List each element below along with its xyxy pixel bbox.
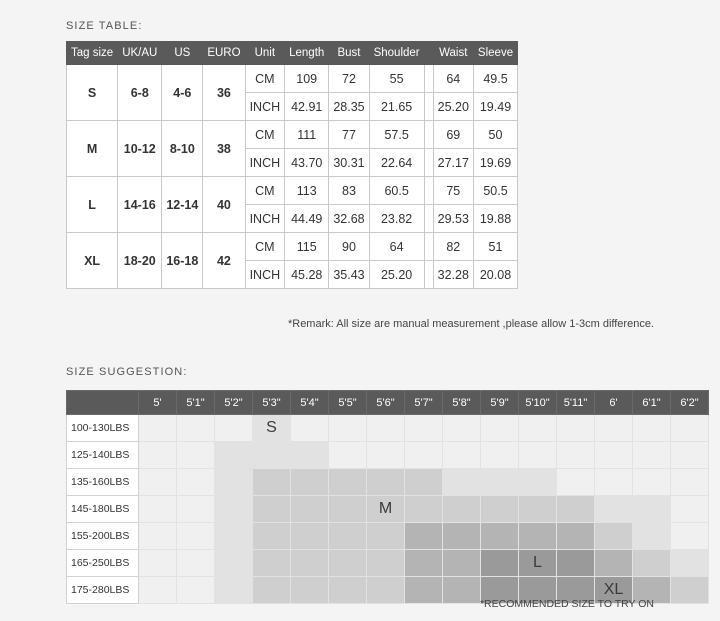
cell-length: 113 (285, 177, 329, 205)
suggestion-height-header: 5'8" (443, 391, 481, 415)
suggestion-cell (139, 550, 177, 577)
suggestion-cell (215, 523, 253, 550)
size-table (66, 41, 518, 289)
suggestion-cell (595, 442, 633, 469)
cell-shoulder: 22.64 (369, 149, 424, 177)
cell-uk-au: 6-8 (118, 65, 162, 121)
suggestion-cell (405, 550, 443, 577)
suggestion-cell (139, 496, 177, 523)
cell-euro: 40 (203, 177, 245, 233)
cell-tag-size: S (67, 65, 118, 121)
suggestion-row (67, 415, 709, 442)
col-shoulder: Shoulder (369, 42, 424, 65)
size-table-container (66, 41, 518, 289)
table-row (67, 65, 518, 93)
cell-shoulder: 23.82 (369, 205, 424, 233)
suggestion-cell (595, 550, 633, 577)
suggestion-cell (329, 442, 367, 469)
suggestion-cell (405, 469, 443, 496)
suggestion-cell (215, 577, 253, 604)
suggestion-cell (557, 550, 595, 577)
suggestion-cell (519, 496, 557, 523)
suggestion-cell (595, 523, 633, 550)
size-suggestion-container (66, 390, 709, 604)
suggestion-cell (481, 523, 519, 550)
suggestion-cell (633, 442, 671, 469)
table-row (67, 121, 518, 149)
suggestion-cell (253, 523, 291, 550)
suggestion-cell (443, 496, 481, 523)
cell-bust: 90 (329, 233, 369, 261)
suggestion-cell (443, 415, 481, 442)
cell-length: 45.28 (285, 261, 329, 289)
cell-waist: 82 (433, 233, 473, 261)
suggestion-cell (633, 415, 671, 442)
suggestion-cell (253, 577, 291, 604)
cell-waist: 69 (433, 121, 473, 149)
cell-blank (424, 261, 433, 289)
suggestion-cell (291, 415, 329, 442)
suggestion-cell (215, 496, 253, 523)
suggestion-cell (367, 577, 405, 604)
cell-us: 16-18 (162, 233, 203, 289)
cell-waist: 32.28 (433, 261, 473, 289)
table-row (67, 177, 518, 205)
table-row (67, 233, 518, 261)
suggestion-header-row (67, 391, 709, 415)
suggestion-cell (671, 577, 709, 604)
cell-shoulder: 57.5 (369, 121, 424, 149)
suggestion-cell (405, 577, 443, 604)
cell-sleeve: 19.88 (473, 205, 517, 233)
cell-length: 42.91 (285, 93, 329, 121)
cell-blank (424, 93, 433, 121)
suggestion-size-label: M (378, 500, 393, 517)
cell-tag-size: XL (67, 233, 118, 289)
col-us: US (162, 42, 203, 65)
cell-sleeve: 20.08 (473, 261, 517, 289)
suggestion-cell (443, 523, 481, 550)
suggestion-height-header: 5'7" (405, 391, 443, 415)
suggestion-row (67, 523, 709, 550)
cell-length: 109 (285, 65, 329, 93)
suggestion-cell (367, 469, 405, 496)
suggestion-row (67, 442, 709, 469)
col-sleeve: Sleeve (473, 42, 517, 65)
size-suggestion-table (66, 390, 709, 604)
suggestion-cell (329, 550, 367, 577)
suggestion-cell (671, 415, 709, 442)
suggestion-height-header: 6'2" (671, 391, 709, 415)
suggestion-cell (671, 496, 709, 523)
suggestion-cell (139, 415, 177, 442)
suggestion-cell (177, 415, 215, 442)
size-table-header (67, 42, 518, 65)
suggestion-height-header: 5'2" (215, 391, 253, 415)
size-table-remark: *Remark: All size are manual measurement ,please allow 1-3cm difference. (287, 318, 654, 330)
suggestion-height-header: 5'4" (291, 391, 329, 415)
suggestion-cell (253, 496, 291, 523)
suggestion-cell (595, 415, 633, 442)
cell-us: 8-10 (162, 121, 203, 177)
col-length: Length (285, 42, 329, 65)
suggestion-cell (481, 442, 519, 469)
cell-blank (424, 121, 433, 149)
size-table-heading: SIZE TABLE: (66, 20, 143, 32)
suggestion-weight-header: 125-140LBS (67, 442, 139, 469)
suggestion-cell (633, 496, 671, 523)
suggestion-cell (177, 496, 215, 523)
cell-euro: 36 (203, 65, 245, 121)
col-waist: Waist (433, 42, 473, 65)
suggestion-cell (367, 523, 405, 550)
col-blank (424, 42, 433, 65)
suggestion-cell (671, 442, 709, 469)
suggestion-cell (291, 442, 329, 469)
cell-tag-size: M (67, 121, 118, 177)
suggestion-height-header: 5' (139, 391, 177, 415)
suggestion-row (67, 496, 709, 523)
cell-length: 44.49 (285, 205, 329, 233)
size-table-header-row (67, 42, 518, 65)
suggestion-cell (443, 469, 481, 496)
suggestion-cell (215, 550, 253, 577)
cell-bust: 83 (329, 177, 369, 205)
suggestion-cell (671, 469, 709, 496)
cell-shoulder: 25.20 (369, 261, 424, 289)
suggestion-height-header: 5'10" (519, 391, 557, 415)
cell-unit: CM (245, 233, 285, 261)
suggestion-cell (481, 469, 519, 496)
cell-uk-au: 10-12 (118, 121, 162, 177)
suggestion-cell (481, 415, 519, 442)
suggestion-weight-header: 165-250LBS (67, 550, 139, 577)
suggestion-size-label: S (266, 419, 277, 436)
suggestion-cell (557, 469, 595, 496)
suggestion-cell (291, 577, 329, 604)
cell-shoulder: 55 (369, 65, 424, 93)
suggestion-cell (253, 550, 291, 577)
suggestion-cell (367, 415, 405, 442)
cell-bust: 28.35 (329, 93, 369, 121)
cell-blank (424, 65, 433, 93)
cell-waist: 27.17 (433, 149, 473, 177)
suggestion-cell (671, 523, 709, 550)
suggestion-cell (443, 442, 481, 469)
suggestion-cell (291, 523, 329, 550)
suggestion-cell (405, 496, 443, 523)
cell-unit: INCH (245, 261, 285, 289)
suggestion-cell (139, 523, 177, 550)
cell-sleeve: 50.5 (473, 177, 517, 205)
suggestion-height-header: 5'1" (177, 391, 215, 415)
cell-unit: INCH (245, 93, 285, 121)
suggestion-cell (595, 496, 633, 523)
suggestion-cell (253, 469, 291, 496)
suggestion-cell (633, 550, 671, 577)
suggestion-cell (177, 442, 215, 469)
suggestion-cell (443, 577, 481, 604)
col-uk-au: UK/AU (118, 42, 162, 65)
suggestion-row (67, 469, 709, 496)
suggestion-height-header: 5'5" (329, 391, 367, 415)
cell-shoulder: 64 (369, 233, 424, 261)
suggestion-cell (481, 550, 519, 577)
suggestion-cell (519, 523, 557, 550)
suggestion-cell (367, 496, 405, 523)
cell-euro: 42 (203, 233, 245, 289)
cell-uk-au: 14-16 (118, 177, 162, 233)
cell-unit: INCH (245, 205, 285, 233)
suggestion-cell (671, 550, 709, 577)
cell-unit: INCH (245, 149, 285, 177)
suggestion-cell (291, 550, 329, 577)
cell-blank (424, 149, 433, 177)
suggestion-cell (481, 496, 519, 523)
suggestion-cell (519, 469, 557, 496)
cell-unit: CM (245, 65, 285, 93)
suggestion-cell (177, 550, 215, 577)
suggestion-height-header: 5'6" (367, 391, 405, 415)
suggestion-height-header: 6'1" (633, 391, 671, 415)
suggestion-cell (405, 415, 443, 442)
col-bust: Bust (329, 42, 369, 65)
cell-bust: 77 (329, 121, 369, 149)
cell-sleeve: 19.69 (473, 149, 517, 177)
suggestion-cell (139, 469, 177, 496)
suggestion-cell (177, 469, 215, 496)
suggestion-cell (633, 523, 671, 550)
cell-euro: 38 (203, 121, 245, 177)
suggestion-cell (291, 469, 329, 496)
suggestion-weight-header: 175-280LBS (67, 577, 139, 604)
cell-bust: 72 (329, 65, 369, 93)
col-euro: EURO (203, 42, 245, 65)
suggestion-cell (139, 577, 177, 604)
cell-blank (424, 177, 433, 205)
cell-length: 43.70 (285, 149, 329, 177)
cell-sleeve: 51 (473, 233, 517, 261)
cell-unit: CM (245, 177, 285, 205)
suggestion-cell (367, 550, 405, 577)
cell-sleeve: 49.5 (473, 65, 517, 93)
suggestion-cell (329, 469, 367, 496)
suggestion-cell (595, 469, 633, 496)
cell-tag-size: L (67, 177, 118, 233)
suggestion-cell (253, 442, 291, 469)
suggestion-height-header: 5'11" (557, 391, 595, 415)
suggestion-weight-header: 155-200LBS (67, 523, 139, 550)
cell-bust: 32.68 (329, 205, 369, 233)
suggestion-cell (557, 523, 595, 550)
suggestion-height-header: 5'3" (253, 391, 291, 415)
suggestion-corner-cell (67, 391, 139, 415)
suggestion-size-label: XL (603, 581, 624, 598)
suggestion-height-header: 6' (595, 391, 633, 415)
suggestion-cell (215, 415, 253, 442)
suggestion-weight-header: 100-130LBS (67, 415, 139, 442)
cell-unit: CM (245, 121, 285, 149)
cell-us: 4-6 (162, 65, 203, 121)
suggestion-cell (291, 496, 329, 523)
suggestion-cell (329, 523, 367, 550)
cell-blank (424, 233, 433, 261)
cell-blank (424, 205, 433, 233)
cell-waist: 25.20 (433, 93, 473, 121)
suggestion-cell (215, 442, 253, 469)
cell-bust: 30.31 (329, 149, 369, 177)
suggestion-cell (329, 577, 367, 604)
col-tag-size: Tag size (67, 42, 118, 65)
cell-waist: 64 (433, 65, 473, 93)
cell-shoulder: 60.5 (369, 177, 424, 205)
col-unit: Unit (245, 42, 285, 65)
suggestion-cell (443, 550, 481, 577)
suggestion-cell (405, 523, 443, 550)
suggestion-cell (253, 415, 291, 442)
cell-length: 115 (285, 233, 329, 261)
suggestion-cell (557, 415, 595, 442)
suggestion-cell (557, 442, 595, 469)
suggestion-weight-header: 145-180LBS (67, 496, 139, 523)
suggestion-cell (405, 442, 443, 469)
suggestion-cell (519, 415, 557, 442)
cell-shoulder: 21.65 (369, 93, 424, 121)
suggestion-cell (215, 469, 253, 496)
suggestion-cell (519, 550, 557, 577)
suggestion-weight-header: 135-160LBS (67, 469, 139, 496)
cell-sleeve: 50 (473, 121, 517, 149)
cell-bust: 35.43 (329, 261, 369, 289)
suggestion-size-label: L (533, 554, 542, 571)
size-suggestion-footnote: *RECOMMENDED SIZE TO TRY ON (479, 598, 654, 610)
cell-waist: 29.53 (433, 205, 473, 233)
suggestion-cell (557, 496, 595, 523)
size-table-body (67, 65, 518, 289)
suggestion-cell (329, 496, 367, 523)
suggestion-cell (633, 469, 671, 496)
cell-uk-au: 18-20 (118, 233, 162, 289)
suggestion-cell (329, 415, 367, 442)
suggestion-cell (139, 442, 177, 469)
cell-sleeve: 19.49 (473, 93, 517, 121)
suggestion-cell (177, 577, 215, 604)
suggestion-cell (519, 442, 557, 469)
cell-length: 111 (285, 121, 329, 149)
suggestion-height-header: 5'9" (481, 391, 519, 415)
cell-us: 12-14 (162, 177, 203, 233)
suggestion-cell (367, 442, 405, 469)
suggestion-cell (177, 523, 215, 550)
suggestion-row (67, 550, 709, 577)
cell-waist: 75 (433, 177, 473, 205)
size-suggestion-heading: SIZE SUGGESTION: (66, 366, 188, 378)
